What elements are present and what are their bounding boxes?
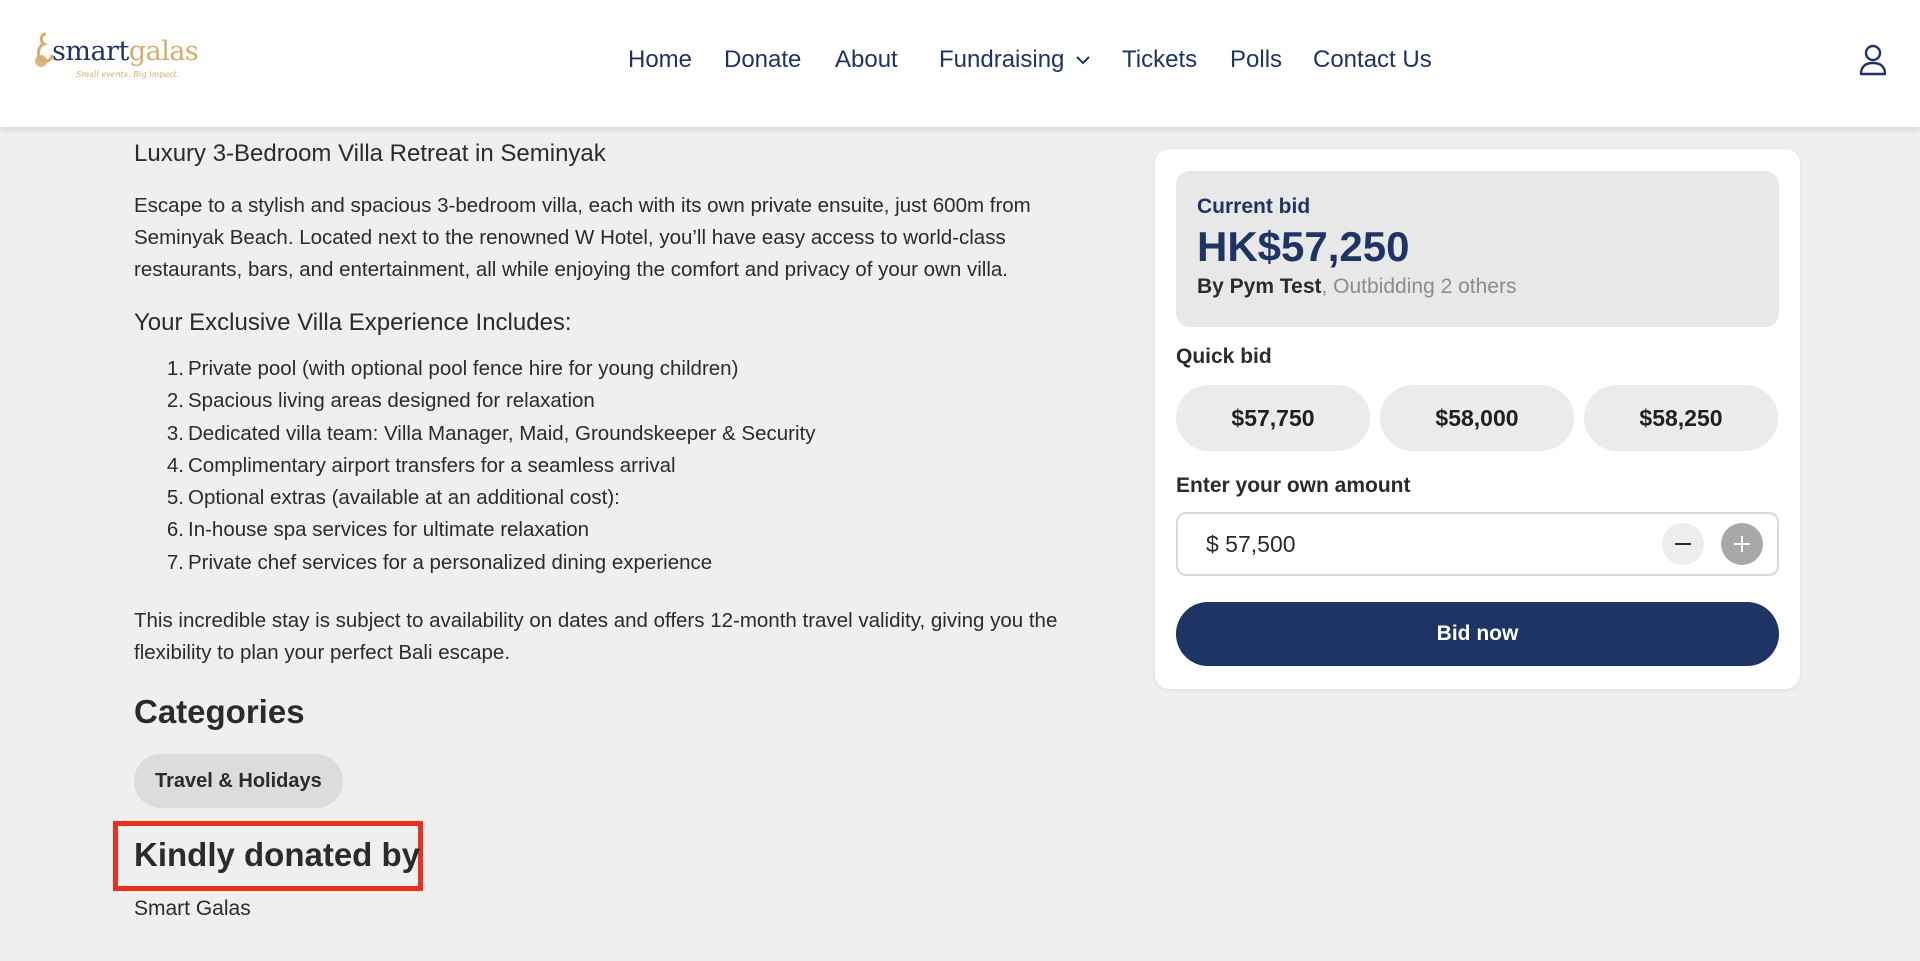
nav-contact-us[interactable]: Contact Us bbox=[1313, 46, 1432, 73]
feature-text: Dedicated villa team: Villa Manager, Maid, Groundskeeper & Security bbox=[188, 421, 816, 445]
nav-about[interactable]: About bbox=[835, 46, 898, 73]
current-bid-label: Current bid bbox=[1197, 195, 1311, 218]
logo-wordmark bbox=[52, 36, 198, 67]
feature-text: Spacious living areas designed for relaxation bbox=[188, 389, 595, 413]
features-heading: Your Exclusive Villa Experience Includes: bbox=[134, 309, 572, 336]
list-item: 7. Private chef services for a personalized dining experience bbox=[166, 550, 713, 574]
donor-heading: Kindly donated by bbox=[134, 836, 421, 873]
nav-polls[interactable]: Polls bbox=[1230, 46, 1283, 73]
current-bid-amount: HK$57,250 bbox=[1197, 223, 1410, 270]
list-item: 3. Dedicated villa team: Villa Manager, Maid, Groundskeeper & Security bbox=[166, 421, 816, 445]
list-item: 6. In-house spa services for ultimate relaxation bbox=[166, 518, 590, 542]
bid-amount-input[interactable] bbox=[1176, 512, 1779, 576]
bid-amount-value[interactable]: $ 57,500 bbox=[1206, 531, 1296, 557]
item-title: Luxury 3-Bedroom Villa Retreat in Seminyak bbox=[134, 140, 606, 167]
feature-text: Optional extras (available at an additional cost): bbox=[188, 486, 620, 510]
list-item: 1. Private pool (with optional pool fence hire for young children) bbox=[166, 357, 739, 380]
bidder-line bbox=[1197, 275, 1516, 299]
minus-icon bbox=[1662, 523, 1704, 565]
plus-icon bbox=[1721, 523, 1763, 565]
feature-text: Complimentary airport transfers for a seamless arrival bbox=[188, 453, 676, 477]
logo-word-galas: galas bbox=[128, 36, 199, 67]
chevron-down-icon[interactable] bbox=[1075, 52, 1091, 68]
quick-bid-label: Quick bid bbox=[1176, 345, 1272, 368]
smartgalas-logo[interactable] bbox=[32, 28, 199, 84]
bidder-name: By Pym Test bbox=[1197, 275, 1322, 298]
feature-text: In-house spa services for ultimate relaxation bbox=[188, 518, 590, 542]
list-item: 4. Complimentary airport transfers for a seamless arrival bbox=[166, 453, 676, 477]
quick-bid-button[interactable]: $58,000 bbox=[1380, 385, 1574, 451]
list-item: 2. Spacious living areas designed for relaxation bbox=[166, 389, 595, 413]
list-item: 5. Optional extras (available at an additional cost): bbox=[166, 486, 620, 510]
own-amount-label: Enter your own amount bbox=[1176, 474, 1411, 497]
user-account-icon[interactable] bbox=[1858, 44, 1888, 76]
quick-bid-button[interactable]: $58,250 bbox=[1584, 385, 1778, 451]
donor-name: Smart Galas bbox=[134, 897, 251, 920]
bid-now-button[interactable]: Bid now bbox=[1176, 602, 1779, 666]
outbid-text: , Outbidding 2 others bbox=[1321, 275, 1517, 298]
increase-button[interactable] bbox=[1721, 523, 1763, 565]
feature-text: Private chef services for a personalized dining experience bbox=[188, 550, 713, 574]
categories-heading: Categories bbox=[134, 693, 305, 730]
logo-tagline: Small events. Big impact. bbox=[76, 70, 180, 79]
quick-bid-button[interactable]: $57,750 bbox=[1176, 385, 1370, 451]
category-chip[interactable]: Travel & Holidays bbox=[134, 754, 343, 808]
logo-word-smart: smart bbox=[52, 36, 129, 67]
nav-home[interactable]: Home bbox=[628, 46, 693, 73]
item-description: Escape to a stylish and spacious 3-bedroom villa, each with its own private ensuite, just 600m from Seminyak Beach. Located next to the renowned W Hotel, you’ll have easy access to world-class restaurants, bars, and entertainment, all while enjoying the comfort and privacy of your own villa. bbox=[134, 194, 1031, 281]
current-bid-panel bbox=[1176, 171, 1779, 327]
feature-text: Private pool (with optional pool fence hire for young children) bbox=[188, 357, 739, 380]
features-list bbox=[134, 353, 1034, 579]
nav-tickets[interactable]: Tickets bbox=[1122, 46, 1198, 73]
nav-fundraising[interactable]: Fundraising bbox=[939, 46, 1065, 73]
decrease-button[interactable] bbox=[1662, 523, 1704, 565]
closing-paragraph: This incredible stay is subject to availability on dates and offers 12-month travel validity, giving you the flexibility to plan your perfect Bali escape. bbox=[134, 609, 1058, 664]
site-header bbox=[0, 0, 1920, 127]
bid-card bbox=[1155, 149, 1800, 689]
nav-donate[interactable]: Donate bbox=[724, 46, 802, 73]
